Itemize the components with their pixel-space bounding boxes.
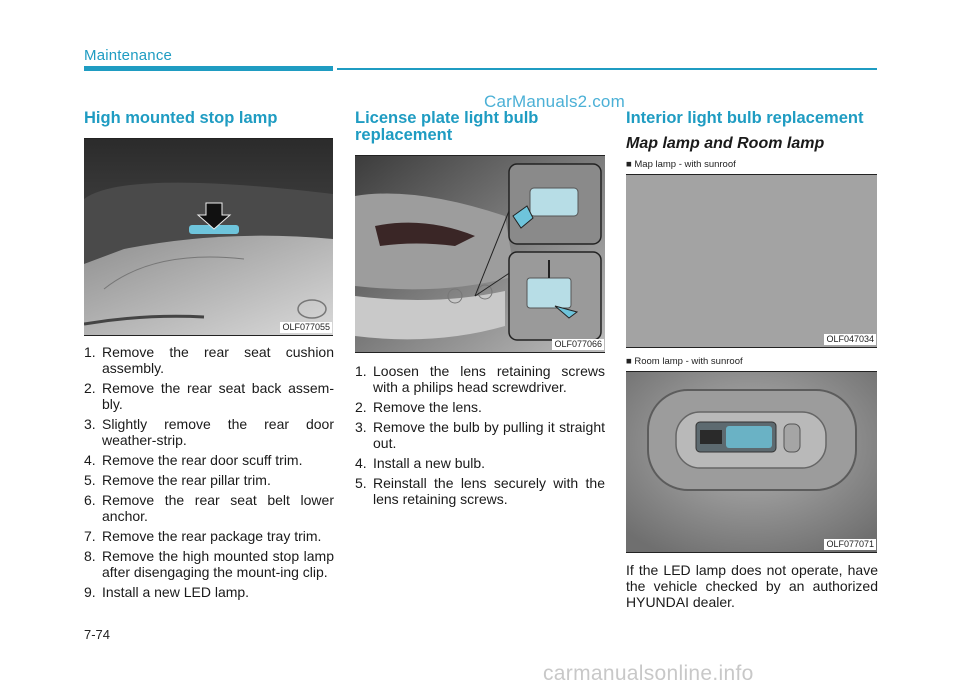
figure-license-plate-light bbox=[355, 155, 605, 353]
steps-list bbox=[355, 363, 605, 507]
heading-interior-light: Interior light bulb replacement bbox=[626, 109, 864, 127]
list-item: 5. Remove the rear pillar trim. bbox=[84, 472, 271, 488]
heading-high-mounted-stop-lamp: High mounted stop lamp bbox=[84, 109, 278, 127]
list-item: 5. Reinstall the lens securely with the lens retaining screws. bbox=[355, 475, 605, 507]
list-item: 3. Slightly remove the rear door weather-strip. bbox=[84, 416, 334, 448]
list-item: 2. Remove the lens. bbox=[355, 399, 482, 415]
header-rule bbox=[337, 68, 877, 70]
car-rear-window-illustration bbox=[84, 139, 333, 335]
figure-map-lamp-block bbox=[626, 159, 878, 348]
list-item: 3. Remove the bulb by pulling it straight out. bbox=[355, 419, 605, 451]
figure-room-lamp bbox=[626, 371, 877, 553]
license-plate-illustration bbox=[355, 156, 605, 352]
subheading-map-room-lamp: Map lamp and Room lamp bbox=[626, 135, 825, 152]
column-interior-light bbox=[626, 110, 878, 610]
figure-code: OLF047034 bbox=[826, 334, 874, 344]
figure-caption: ■ Map lamp - with sunroof bbox=[626, 159, 736, 170]
column-license-plate-light bbox=[355, 110, 605, 511]
steps-list bbox=[84, 344, 334, 600]
list-item: 2. Remove the rear seat back assem-bly. bbox=[84, 380, 334, 412]
list-item: 4. Remove the rear door scuff trim. bbox=[84, 452, 303, 468]
list-item: 4. Install a new bulb. bbox=[355, 455, 486, 471]
header-accent-bar bbox=[84, 66, 333, 71]
heading-license-plate-light: License plate light bulb replacement bbox=[355, 109, 539, 144]
room-lamp-illustration bbox=[626, 372, 877, 552]
figure-code: OLF077066 bbox=[554, 339, 602, 349]
list-item: 8. Remove the high mounted stop lamp after disengaging the mount-ing clip. bbox=[84, 548, 334, 580]
watermark-top[interactable]: CarManuals2.com bbox=[484, 92, 625, 111]
figure-code: OLF077055 bbox=[282, 322, 330, 332]
figure-stop-lamp bbox=[84, 138, 333, 336]
figure-map-lamp bbox=[626, 174, 877, 348]
section-title: Maintenance bbox=[84, 47, 173, 64]
note-paragraph: If the LED lamp does not operate, have the vehicle checked by an authorized HYUNDAI dealer. bbox=[626, 562, 878, 610]
list-item: 7. Remove the rear package tray trim. bbox=[84, 528, 322, 544]
list-item: 6. Remove the rear seat belt lower anchor. bbox=[84, 492, 334, 524]
watermark-bottom[interactable]: carmanualsonline.info bbox=[543, 662, 754, 685]
figure-caption: ■ Room lamp - with sunroof bbox=[626, 356, 743, 367]
figure-room-lamp-block bbox=[626, 356, 878, 553]
list-item: 9. Install a new LED lamp. bbox=[84, 584, 250, 600]
list-item: 1. Loosen the lens retaining screws with a philips head screwdriver. bbox=[355, 363, 605, 395]
column-high-mounted-stop-lamp bbox=[84, 110, 334, 604]
list-item: 1. Remove the rear seat cushion assembly. bbox=[84, 344, 334, 376]
page-number: 7-74 bbox=[84, 627, 111, 642]
figure-code: OLF077071 bbox=[826, 539, 874, 549]
